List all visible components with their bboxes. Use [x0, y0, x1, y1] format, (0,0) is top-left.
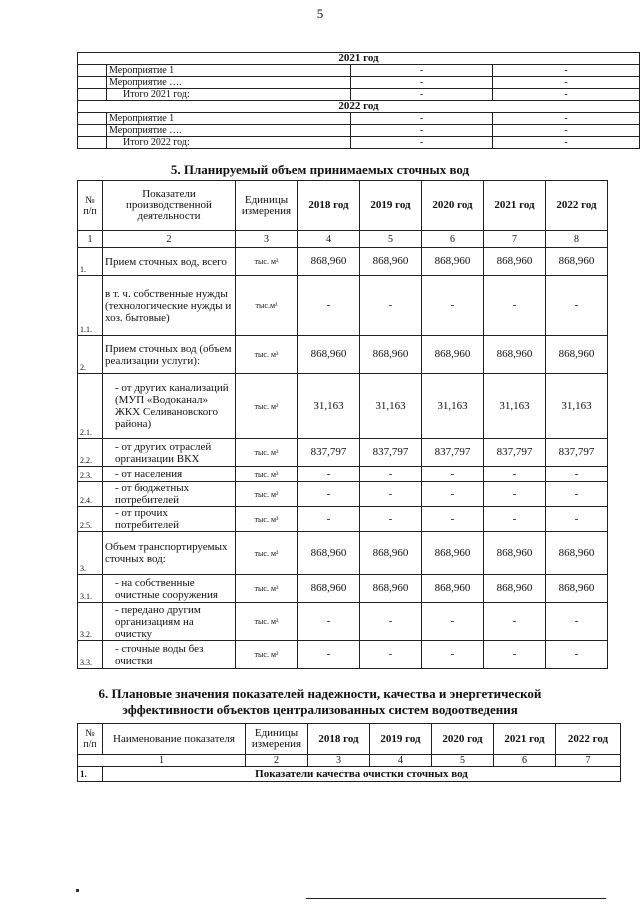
value-cell: -	[298, 507, 360, 532]
value-cell: -	[360, 641, 422, 669]
wastewater-volume-table	[77, 180, 608, 669]
section-5-title: 5. Планируемый объем принимаемых сточных вод	[170, 162, 470, 177]
value-cell: 31,163	[484, 374, 546, 439]
event-row-label: Мероприятие 1	[107, 65, 351, 77]
row-number: 2.5.	[78, 507, 103, 532]
value-cell: 868,960	[360, 248, 422, 276]
unit-cell: тыс. м³	[236, 248, 298, 276]
value-cell: 868,960	[546, 248, 608, 276]
value-cell: -	[422, 482, 484, 507]
header-2022: 2022 год	[546, 181, 608, 231]
table-row	[78, 439, 608, 467]
value-cell: 837,797	[360, 439, 422, 467]
row-number: 3.1.	[78, 575, 103, 603]
row-number: 3.	[78, 532, 103, 575]
total-row-label: Итого 2021 год:	[107, 89, 351, 101]
section-6-title-line1: 6. Плановые значения показателей надежности, качества и энергетической	[98, 686, 542, 701]
table-row	[78, 374, 608, 439]
value-cell: 868,960	[360, 575, 422, 603]
total-row-label: Итого 2022 год:	[107, 137, 351, 149]
value-cell: -	[422, 467, 484, 482]
indicator-label: - от других канализаций (МУП «Водоканал» ЖКХ Селивановского района)	[103, 374, 236, 439]
table-row	[78, 482, 608, 507]
indicator-label: Объем транспортируемых сточных вод:	[103, 532, 236, 575]
table-row	[78, 575, 608, 603]
value-cell: -	[546, 641, 608, 669]
value-cell: 868,960	[484, 532, 546, 575]
table-cell: -	[351, 125, 493, 137]
row-number: 2.1.	[78, 374, 103, 439]
indicator-label: - от других отраслей организации ВКХ	[103, 439, 236, 467]
value-cell: -	[422, 507, 484, 532]
table-cell: -	[493, 125, 640, 137]
unit-cell: тыс. м³	[236, 439, 298, 467]
unit-cell: тыс. м³	[236, 575, 298, 603]
table-cell: -	[351, 89, 493, 101]
value-cell: -	[484, 641, 546, 669]
col-number: 3	[236, 231, 298, 248]
header-2019: 2019 год	[370, 724, 432, 755]
value-cell: -	[422, 641, 484, 669]
year-2022-header: 2022 год	[78, 101, 640, 113]
indicator-label: - от бюджетных потребителей	[103, 482, 236, 507]
value-cell: 868,960	[546, 532, 608, 575]
value-cell: -	[298, 603, 360, 641]
header-name: Наименование показателя	[103, 724, 246, 755]
unit-cell: тыс. м³	[236, 374, 298, 439]
unit-cell: тыс. м³	[236, 467, 298, 482]
value-cell: -	[298, 482, 360, 507]
value-cell: -	[546, 603, 608, 641]
col-number: 8	[546, 231, 608, 248]
table-row	[78, 603, 608, 641]
col-number: 2	[246, 755, 308, 767]
unit-cell: тыс. м³	[236, 532, 298, 575]
col-number: 6	[494, 755, 556, 767]
unit-cell: тыс. м³	[236, 641, 298, 669]
col-number: 5	[360, 231, 422, 248]
row-number: 1.	[78, 767, 103, 782]
value-cell: -	[298, 467, 360, 482]
unit-cell: тыс. м³	[236, 482, 298, 507]
indicator-label: - от населения	[103, 467, 236, 482]
section-6-title-line2: эффективности объектов централизованных систем водоотведения	[122, 702, 518, 717]
table-row	[78, 276, 608, 336]
table-row	[78, 641, 608, 669]
row-number: 3.2.	[78, 603, 103, 641]
table-cell: -	[493, 89, 640, 101]
row-number: 3.3.	[78, 641, 103, 669]
table-row	[78, 507, 608, 532]
value-cell: 868,960	[298, 248, 360, 276]
header-2018: 2018 год	[308, 724, 370, 755]
value-cell: 868,960	[422, 575, 484, 603]
value-cell: -	[484, 482, 546, 507]
event-row-label: Мероприятие 1	[107, 113, 351, 125]
table-row	[78, 467, 608, 482]
table-cell: -	[493, 77, 640, 89]
event-row-label: Мероприятие ….	[107, 77, 351, 89]
indicator-label: в т. ч. собственные нужды (технологические нужды и хоз. бытовые)	[103, 276, 236, 336]
quality-indicators-heading: Показатели качества очистки сточных вод	[103, 767, 621, 782]
value-cell: 868,960	[298, 532, 360, 575]
indicator-label: - от прочих потребителей	[103, 507, 236, 532]
indicator-label: Прием сточных вод, всего	[103, 248, 236, 276]
table-row	[78, 532, 608, 575]
col-number: 6	[422, 231, 484, 248]
table-row	[78, 248, 608, 276]
value-cell: 868,960	[484, 336, 546, 374]
footer-rule	[306, 898, 606, 899]
table-cell: -	[493, 137, 640, 149]
value-cell: -	[298, 641, 360, 669]
value-cell: 31,163	[298, 374, 360, 439]
value-cell: 868,960	[298, 575, 360, 603]
header-2019: 2019 год	[360, 181, 422, 231]
value-cell: 868,960	[484, 575, 546, 603]
header-2021: 2021 год	[484, 181, 546, 231]
header-indicator: Показатели производственной деятельности	[103, 181, 236, 231]
row-number: 1.1.	[78, 276, 103, 336]
value-cell: 31,163	[422, 374, 484, 439]
value-cell: -	[546, 507, 608, 532]
col-number: 5	[432, 755, 494, 767]
row-number: 2.	[78, 336, 103, 374]
row-number: 2.4.	[78, 482, 103, 507]
value-cell: -	[360, 603, 422, 641]
page-number: 5	[316, 6, 324, 21]
table-cell: -	[351, 65, 493, 77]
unit-cell: тыс. м³	[236, 603, 298, 641]
value-cell: 837,797	[422, 439, 484, 467]
value-cell: 868,960	[360, 336, 422, 374]
value-cell: 31,163	[546, 374, 608, 439]
unit-cell: тыс. м³	[236, 336, 298, 374]
value-cell: 868,960	[546, 336, 608, 374]
header-2020: 2020 год	[422, 181, 484, 231]
header-num: № п/п	[78, 724, 103, 755]
value-cell: -	[484, 276, 546, 336]
table-row	[78, 336, 608, 374]
table-cell: -	[351, 77, 493, 89]
value-cell: 868,960	[422, 248, 484, 276]
table-cell: -	[351, 137, 493, 149]
col-number: 7	[556, 755, 621, 767]
row-number: 2.3.	[78, 467, 103, 482]
value-cell: -	[546, 276, 608, 336]
value-cell: -	[360, 507, 422, 532]
value-cell: 868,960	[298, 336, 360, 374]
header-unit: Единицы измерения	[236, 181, 298, 231]
reliability-indicators-table	[77, 723, 621, 782]
header-2022: 2022 год	[556, 724, 621, 755]
value-cell: 837,797	[298, 439, 360, 467]
indicator-label: - сточные воды без очистки	[103, 641, 236, 669]
value-cell: 837,797	[546, 439, 608, 467]
indicator-label: - передано другим организациям на очистку	[103, 603, 236, 641]
value-cell: -	[422, 603, 484, 641]
col-number: 1	[78, 231, 103, 248]
value-cell: -	[422, 276, 484, 336]
top-table	[77, 52, 640, 149]
row-number: 1.	[78, 248, 103, 276]
value-cell: 868,960	[484, 248, 546, 276]
header-unit: Единицы измерения	[246, 724, 308, 755]
event-row-label: Мероприятие ….	[107, 125, 351, 137]
indicator-label: - на собственные очистные сооружения	[103, 575, 236, 603]
col-number: 1	[78, 755, 246, 767]
value-cell: -	[546, 482, 608, 507]
table-cell: -	[493, 65, 640, 77]
header-2021: 2021 год	[494, 724, 556, 755]
value-cell: -	[360, 482, 422, 507]
value-cell: 31,163	[360, 374, 422, 439]
col-number: 4	[298, 231, 360, 248]
col-number: 2	[103, 231, 236, 248]
value-cell: -	[546, 467, 608, 482]
value-cell: -	[484, 603, 546, 641]
unit-cell: тыс. м³	[236, 507, 298, 532]
value-cell: 868,960	[422, 532, 484, 575]
header-num: № п/п	[78, 181, 103, 231]
unit-cell: тыс.м³	[236, 276, 298, 336]
table-cell: -	[351, 113, 493, 125]
value-cell: 837,797	[484, 439, 546, 467]
header-2018: 2018 год	[298, 181, 360, 231]
value-cell: 868,960	[360, 532, 422, 575]
value-cell: -	[360, 276, 422, 336]
value-cell: 868,960	[422, 336, 484, 374]
col-number: 7	[484, 231, 546, 248]
year-2021-header: 2021 год	[78, 53, 640, 65]
table-cell: -	[493, 113, 640, 125]
value-cell: -	[360, 467, 422, 482]
value-cell: 868,960	[546, 575, 608, 603]
value-cell: -	[484, 467, 546, 482]
row-number: 2.2.	[78, 439, 103, 467]
page-mark	[76, 889, 79, 892]
col-number: 3	[308, 755, 370, 767]
indicator-label: Прием сточных вод (объем реализации услуги):	[103, 336, 236, 374]
col-number: 4	[370, 755, 432, 767]
header-2020: 2020 год	[432, 724, 494, 755]
value-cell: -	[484, 507, 546, 532]
value-cell: -	[298, 276, 360, 336]
